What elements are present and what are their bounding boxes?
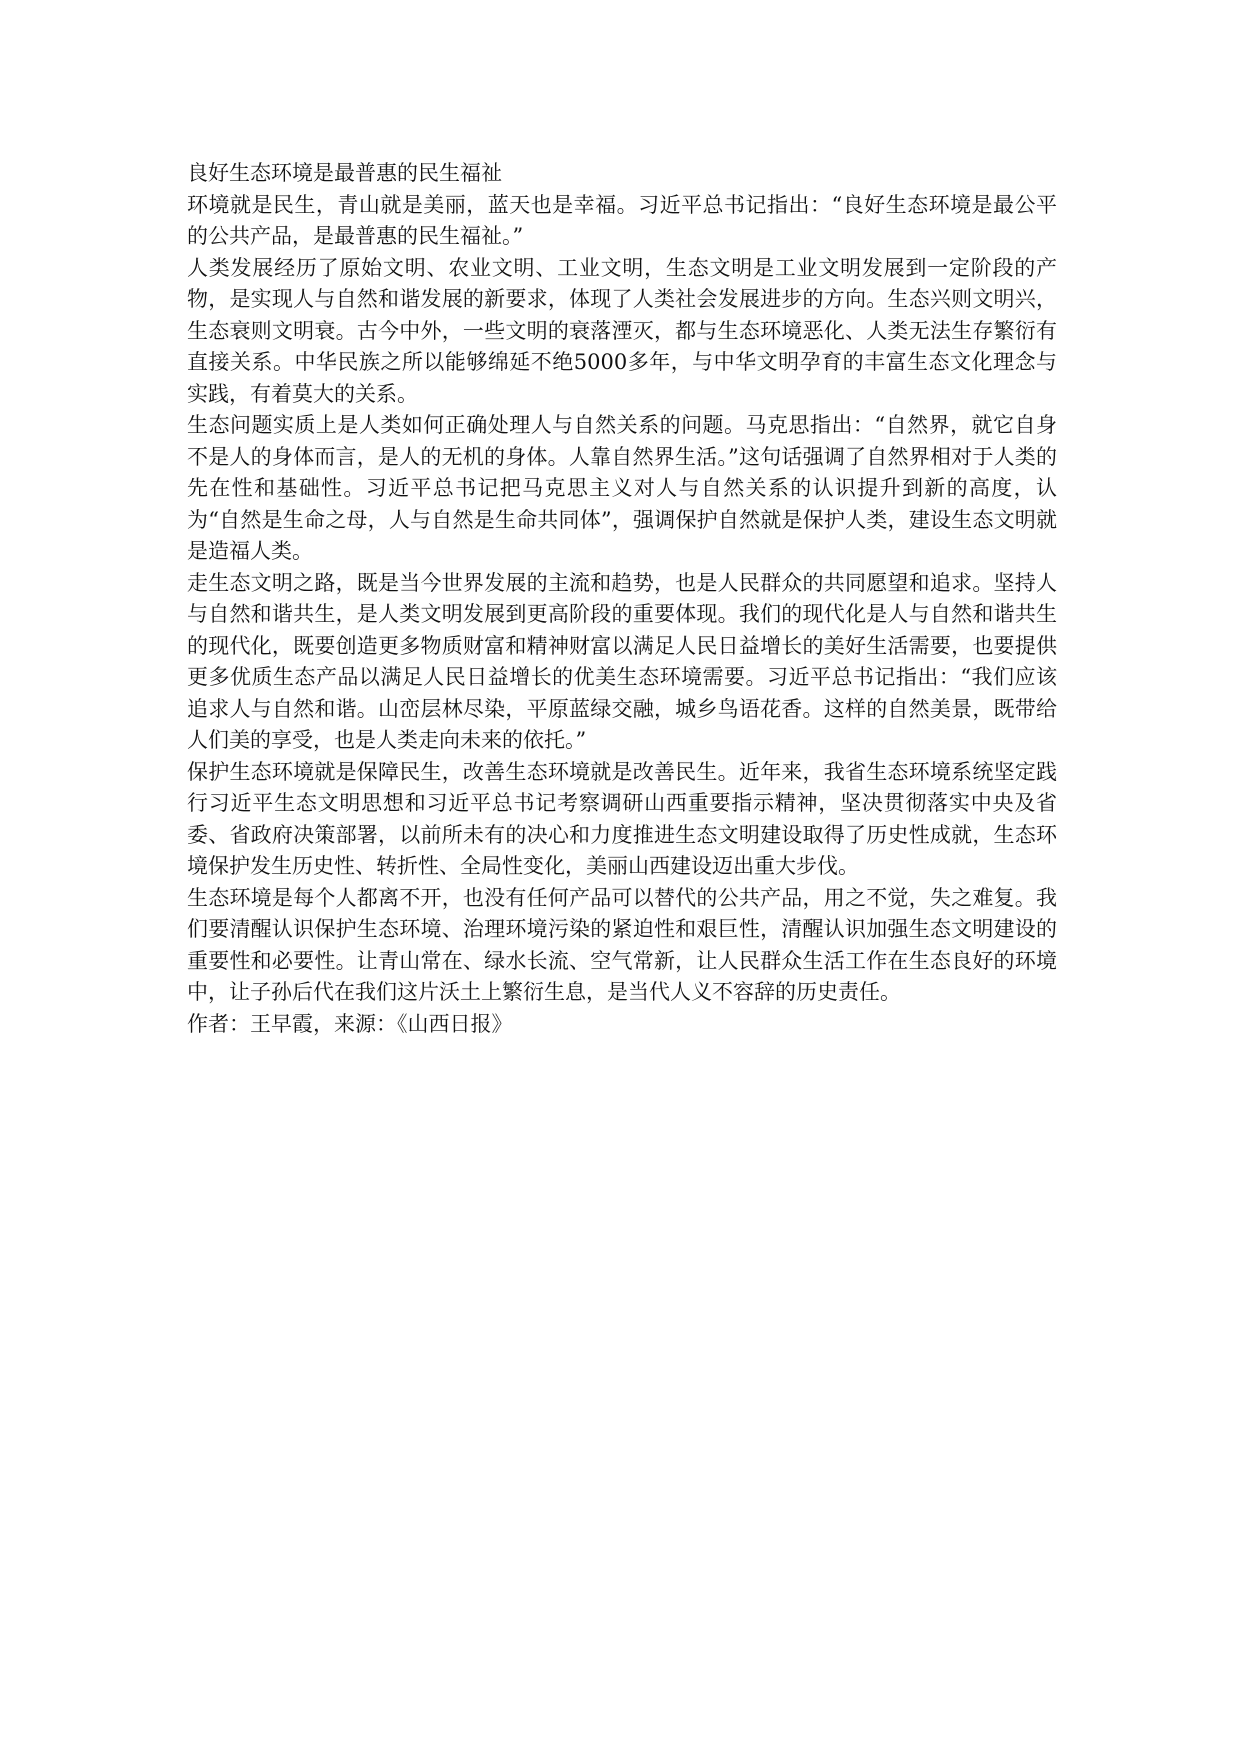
paragraph-4: 走生态文明之路，既是当今世界发展的主流和趋势，也是人民群众的共同愿望和追求。坚持人与自然和谐共生，是人类文明发展到更高阶段的重要体现。我们的现代化是人与自然和谐共生的现代化，既要创造更多物质财富和精神财富以满足人民日益增长的美好生活需要，也要提供更多优质生态产品以满足人民日益增长的优美生态环境需要。习近平总书记指出：“我们应该追求人与自然和谐。山峦层林尽染，平原蓝绿交融，城乡鸟语花香。这样的自然美景，既带给人们美的享受，也是人类走向未来的依托。” xyxy=(187,570,1057,752)
paragraph-2: 人类发展经历了原始文明、农业文明、工业文明，生态文明是工业文明发展到一定阶段的产物，是实现人与自然和谐发展的新要求，体现了人类社会发展进步的方向。生态兴则文明兴，生态衰则文明衰。古今中外，一些文明的衰落湮灭，都与生态环境恶化、人类无法生存繁衍有直接关系。中华民族之所以能够绵延不绝5000多年，与中华文明孕育的丰富生态文化理念与实践，有着莫大的关系。 xyxy=(187,255,1057,406)
paragraph-5: 保护生态环境就是保障民生，改善生态环境就是改善民生。近年来，我省生态环境系统坚定践行习近平生态文明思想和习近平总书记考察调研山西重要指示精神，坚决贯彻落实中央及省委、省政府决策部署，以前所未有的决心和力度推进生态文明建设取得了历史性成就，生态环境保护发生历史性、转折性、全局性变化，美丽山西建设迈出重大步伐。 xyxy=(187,759,1057,878)
paragraph-1: 环境就是民生，青山就是美丽，蓝天也是幸福。习近平总书记指出：“良好生态环境是最公平的公共产品，是最普惠的民生福祉。” xyxy=(187,192,1057,248)
article-body xyxy=(187,158,1057,1040)
paragraph-3: 生态问题实质上是人类如何正确处理人与自然关系的问题。马克思指出：“自然界，就它自身不是人的身体而言，是人的无机的身体。人靠自然界生活。”这句话强调了自然界相对于人类的先在性和基础性。习近平总书记把马克思主义对人与自然关系的认识提升到新的高度，认为“自然是生命之母，人与自然是生命共同体”，强调保护自然就是保护人类，建设生态文明就是造福人类。 xyxy=(187,413,1057,563)
paragraph-6: 生态环境是每个人都离不开，也没有任何产品可以替代的公共产品，用之不觉，失之难复。我们要清醒认识保护生态环境、治理环境污染的紧迫性和艰巨性，清醒认识加强生态文明建设的重要性和必要性。让青山常在、绿水长流、空气常新，让人民群众生活工作在生态良好的环境中，让子孙后代在我们这片沃土上繁衍生息，是当代人义不容辞的历史责任。 xyxy=(187,885,1057,1004)
article-title: 良好生态环境是最普惠的民生福祉 xyxy=(187,161,502,185)
article-byline: 作者：王早霞，来源：《山西日报》 xyxy=(187,1011,513,1036)
